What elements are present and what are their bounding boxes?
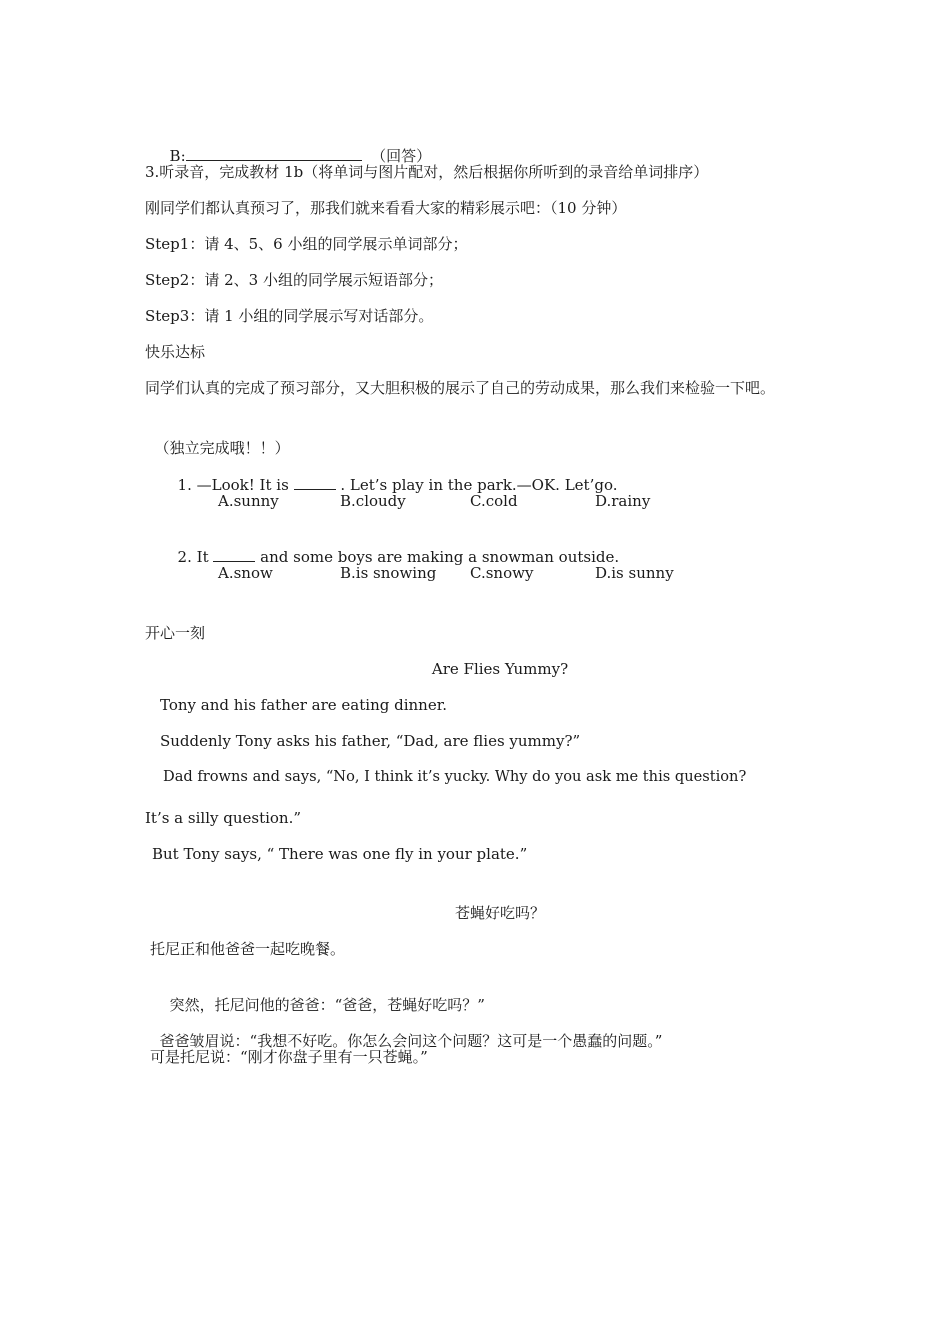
question-2 xyxy=(168,527,619,567)
question-1 xyxy=(168,455,618,495)
story-cn-line-3 xyxy=(150,1011,662,1051)
story-en-line-2: Suddenly Tony asks his father, “Dad, are flies yummy?” xyxy=(160,732,581,750)
question-2-option-a: A.snow xyxy=(218,564,273,582)
answer-b-blank xyxy=(186,146,362,161)
story-en-line-3: Dad frowns and says, “No, I think it’s yucky. Why do you ask me this question? xyxy=(163,768,747,785)
quiz-note-b: 立完成哦！！） xyxy=(184,439,290,457)
fun-heading: 开心一刻 xyxy=(145,624,206,642)
question-2-option-d: D.is sunny xyxy=(595,564,674,582)
story-cn-title: 苍蝇好吃吗？ xyxy=(454,904,545,922)
question-1-option-c: C.cold xyxy=(470,492,518,510)
answer-b-line xyxy=(160,126,431,166)
question-1-number: 1. xyxy=(177,476,192,494)
story-en-line-4: It’s a silly question.” xyxy=(145,809,302,827)
instruction-step1: Step1：请 4、5、6 小组的同学展示单词部分； xyxy=(145,235,468,253)
question-2-text-post: and some boys are making a snowman outside. xyxy=(260,548,620,566)
story-cn-line-4: 可是托尼说：“刚才你盘子里有一只苍蝇。” xyxy=(150,1048,428,1066)
story-en-line-5: But Tony says, “ There was one fly in your plate.” xyxy=(152,845,528,863)
question-1-option-b: B.cloudy xyxy=(340,492,406,510)
story-cn-line-3a: 爸爸皱眉说：“我想不好吃。你怎么会问这个问题？这可是一个愚蠢的问题 xyxy=(159,1032,648,1050)
quiz-note xyxy=(145,418,290,458)
story-cn-line-2 xyxy=(160,975,485,1015)
quiz-intro: 同学们认真的完成了预习部分，又大胆积极的展示了自己的劳动成果，那么我们来检验一下吧。 xyxy=(145,379,776,397)
question-1-option-d: D.rainy xyxy=(595,492,651,510)
quiz-note-a: （独 xyxy=(154,439,185,457)
question-2-number: 2. xyxy=(177,548,192,566)
story-en-title: Are Flies Yummy? xyxy=(431,660,569,678)
instruction-step2: Step2：请 2、3 小组的同学展示短语部分； xyxy=(145,271,443,289)
story-cn-line-2a: 突 xyxy=(169,996,185,1014)
instruction-item3: 3.听录音，完成教材 1b（将单词与图片配对，然后根据你所听到的录音给单词排序） xyxy=(145,163,709,181)
instruction-intro: 刚同学们都认真预习了，那我们就来看看大家的精彩展示吧：（10 分钟） xyxy=(145,199,627,217)
story-cn-line-1: 托尼正和他爸爸一起吃晚餐。 xyxy=(150,940,346,958)
question-1-text-pre: —Look! It is xyxy=(196,476,289,494)
answer-b-note: （回答） xyxy=(371,147,432,165)
question-1-text-post: . Let’s play in the park.—OK. Let’go. xyxy=(340,476,618,494)
question-1-option-a: A.sunny xyxy=(218,492,279,510)
quiz-heading: 快乐达标 xyxy=(145,343,206,361)
question-2-option-c: C.snowy xyxy=(470,564,534,582)
story-en-line-1: Tony and his father are eating dinner. xyxy=(160,696,447,714)
story-cn-line-3b: 。” xyxy=(647,1032,663,1050)
question-2-text-pre: It xyxy=(196,548,209,566)
answer-b-label: B: xyxy=(169,147,186,165)
question-1-blank xyxy=(294,475,336,490)
instruction-step3: Step3：请 1 小组的同学展示写对话部分。 xyxy=(145,307,434,325)
story-cn-line-2b: 然，托尼问他的爸爸：“爸爸，苍蝇好吃吗？” xyxy=(184,996,485,1014)
question-2-option-b: B.is snowing xyxy=(340,564,437,582)
question-2-blank xyxy=(213,547,255,562)
